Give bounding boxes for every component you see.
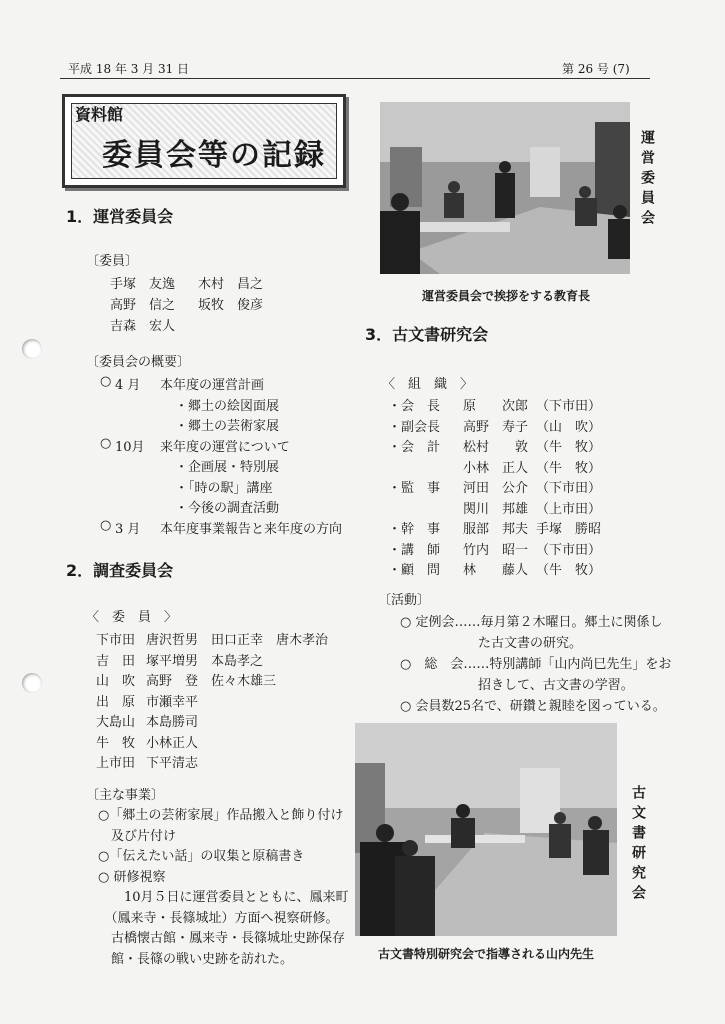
activity-line: た古文書の研究。: [400, 636, 583, 651]
org-role: ・顧 問: [388, 563, 441, 578]
photo2-caption: 古文書特別研究会で指導される山内先生: [378, 947, 595, 961]
org-area: 手塚 勝昭: [536, 522, 602, 537]
member-area: 出 原: [96, 694, 136, 710]
org-area: （下市田）: [536, 481, 602, 496]
work-line: （鳳来寺・長篠城址）方面へ視察研修。: [98, 910, 339, 926]
org-area: （上市田）: [536, 501, 602, 517]
summary-item: ・企画展・特別展: [175, 460, 280, 475]
member-names: 市瀬幸平: [146, 694, 199, 710]
activity-line: ○ 定例会……毎月第２木曜日。郷土に関係し: [400, 615, 663, 630]
sec3-org-label: 〈 組 織 〉: [382, 377, 474, 392]
member-names: 下平清志: [146, 756, 199, 771]
org-name: 原 次郎: [463, 399, 529, 414]
member-names: 高野 登 佐々木雄三: [146, 674, 277, 689]
org-role: ・監 事: [388, 481, 441, 496]
photo1-caption: 運営委員会で挨拶をする教育長: [422, 289, 591, 303]
org-role: ・会 計: [388, 440, 441, 455]
org-name: 小林 正人: [463, 460, 529, 476]
summary-bullet: ○: [100, 374, 112, 389]
member-area: 牛 牧: [96, 735, 136, 751]
member-names: 塚平増男 本島孝之: [146, 653, 264, 669]
work-line: ○「伝えたい話」の収集と原稿書き: [98, 849, 305, 864]
committee-meeting-photo: [380, 102, 630, 274]
header-rule: [60, 78, 650, 79]
activity-line: 招きして、古文書の学習。: [400, 678, 634, 693]
summary-item: ・郷土の芸術家展: [175, 419, 280, 434]
punch-hole-bottom: [22, 673, 42, 693]
section-1-heading: 1．運営委員会: [66, 207, 174, 226]
sec1-member: 木村 昌之: [198, 277, 264, 292]
org-name: 林 藤人: [463, 563, 529, 578]
summary-month: 3 月: [115, 521, 141, 537]
work-line: ○ 研修視察: [98, 869, 166, 885]
sec2-members-label: 〈 委 員 〉: [86, 610, 178, 625]
member-area: 大島山: [96, 715, 136, 730]
org-area: （牛 牧）: [536, 440, 602, 455]
org-name: 関川 邦雄: [463, 501, 529, 517]
summary-item: 本年度事業報告と来年度の方向: [160, 521, 343, 537]
org-name: 松村 敦: [463, 440, 529, 455]
section-3-heading: 3．古文書研究会: [365, 325, 489, 344]
title-small: 資料館: [75, 105, 124, 124]
summary-item: ・今後の調査活動: [175, 501, 280, 516]
summary-item: ・郷土の絵図面展: [175, 398, 280, 414]
org-role: ・副会長: [388, 419, 441, 435]
work-line: 館・長篠の戦い史跡を訪れた。: [98, 951, 294, 967]
sec1-member: 高野 信之: [110, 298, 176, 313]
member-area: 下市田: [96, 633, 136, 648]
org-area: （山 吹）: [536, 419, 602, 435]
summary-item: ・「時の駅」講座: [175, 480, 273, 496]
summary-month: 10月: [115, 439, 145, 455]
member-names: 小林正人: [146, 735, 199, 751]
header-date: 平成 18 年 3 月 31 日: [68, 62, 190, 76]
sec1-member: 吉森 宏人: [110, 319, 176, 334]
org-area: （牛 牧）: [536, 460, 602, 476]
summary-bullet: ○: [100, 517, 112, 533]
sec1-member: 手塚 友逸: [110, 277, 176, 292]
work-line: ○「郷土の芸術家展」作品搬入と飾り付け: [98, 808, 344, 823]
activity-line: ○ 会員数25名で、研鑽と親睦を図っている。: [400, 699, 666, 714]
punch-hole-top: [22, 339, 42, 359]
member-area: 吉 田: [96, 653, 136, 669]
member-area: 上市田: [96, 756, 136, 771]
member-names: 本島勝司: [146, 715, 199, 730]
summary-bullet: ○: [100, 435, 112, 451]
sec1-members-label: 〔委員〕: [86, 254, 139, 269]
summary-month: 4 月: [115, 378, 141, 393]
work-line: 古橋懐古館・鳳来寺・長篠城址史跡保存: [98, 931, 346, 946]
org-name: 服部 邦夫: [463, 522, 529, 537]
org-role: ・講 師: [388, 542, 441, 558]
sec1-member: 坂牧 俊彦: [198, 298, 264, 313]
org-area: （下市田）: [536, 399, 602, 414]
member-names: 唐沢哲男 田口正幸 唐木孝治: [146, 633, 329, 648]
org-name: 河田 公介: [463, 481, 529, 496]
work-line: 及び片付け: [98, 828, 177, 844]
summary-item: 本年度の運営計画: [160, 378, 265, 393]
study-group-photo: [355, 723, 617, 936]
org-name: 高野 寿子: [463, 419, 529, 435]
member-area: 山 吹: [96, 674, 136, 689]
header-issue: 第 26 号 (7): [562, 62, 630, 76]
org-role: ・会 長: [388, 399, 441, 414]
page-title: 委員会等の記録: [102, 138, 326, 173]
work-line: 10月５日に運営委員とともに、鳳来町: [98, 890, 349, 905]
sec2-works-label: 〔主な事業〕: [86, 788, 165, 803]
photo2-side-label: 古文書研究会: [630, 785, 646, 905]
photo1-side-label: 運営委員会: [639, 130, 655, 230]
sec1-summary-label: 〔委員会の概要〕: [86, 355, 191, 370]
org-area: （下市田）: [536, 542, 602, 558]
summary-item: 来年度の運営について: [160, 439, 290, 455]
org-role: ・幹 事: [388, 522, 441, 537]
activity-line: ○ 総 会……特別講師「山内尚巳先生」をお: [400, 657, 672, 672]
org-area: （牛 牧）: [536, 563, 602, 578]
org-name: 竹内 昭一: [463, 542, 529, 558]
section-2-heading: 2．調査委員会: [66, 561, 174, 580]
sec3-activities-label: 〔活動〕: [378, 593, 431, 608]
